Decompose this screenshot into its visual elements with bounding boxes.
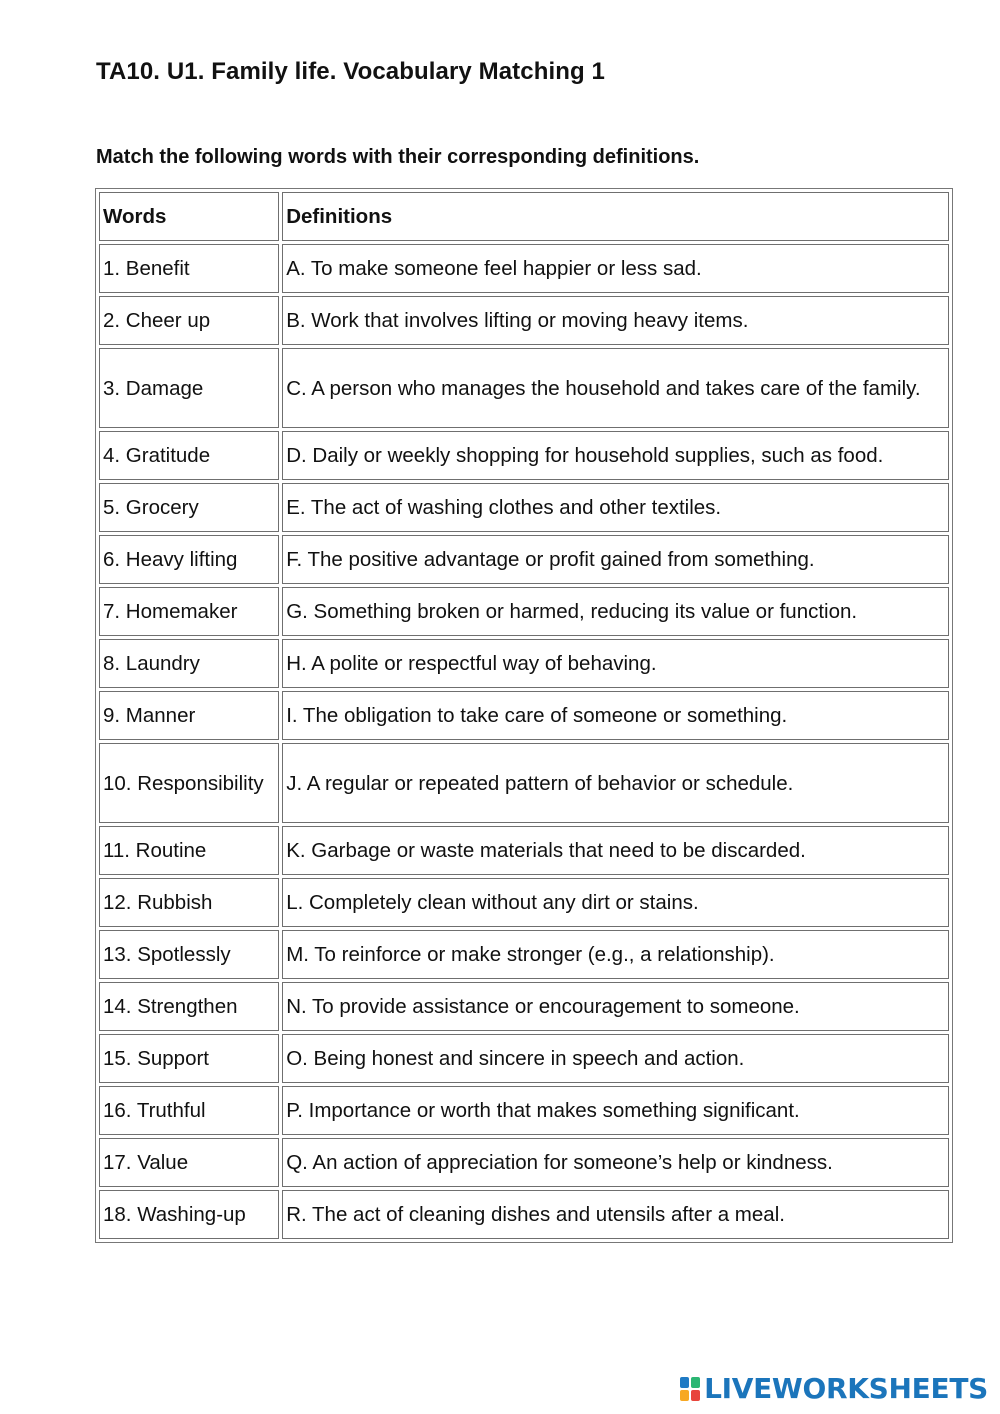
table-row xyxy=(99,1138,949,1187)
definition-cell: O. Being honest and sincere in speech and action. xyxy=(282,1034,949,1083)
definition-cell: D. Daily or weekly shopping for household supplies, such as food. xyxy=(282,431,949,480)
word-cell: 18. Washing-up xyxy=(99,1190,279,1239)
liveworksheets-logo-icon xyxy=(680,1377,700,1401)
definition-cell: C. A person who manages the household and takes care of the family. xyxy=(282,348,949,428)
definition-cell: P. Importance or worth that makes something significant. xyxy=(282,1086,949,1135)
word-cell: 8. Laundry xyxy=(99,639,279,688)
definition-cell: H. A polite or respectful way of behaving. xyxy=(282,639,949,688)
definition-cell: A. To make someone feel happier or less sad. xyxy=(282,244,949,293)
table-row xyxy=(99,878,949,927)
table-row xyxy=(99,348,949,428)
words-column-header: Words xyxy=(99,192,279,241)
word-cell: 10. Responsibility xyxy=(99,743,279,823)
definition-cell: B. Work that involves lifting or moving heavy items. xyxy=(282,296,949,345)
definition-cell: F. The positive advantage or profit gained from something. xyxy=(282,535,949,584)
word-cell: 11. Routine xyxy=(99,826,279,875)
table-row xyxy=(99,982,949,1031)
page-title: TA10. U1. Family life. Vocabulary Matching 1 xyxy=(96,58,605,85)
liveworksheets-logo[interactable] xyxy=(680,1372,988,1405)
table-row xyxy=(99,296,949,345)
definition-cell: I. The obligation to take care of someone or something. xyxy=(282,691,949,740)
table-row xyxy=(99,535,949,584)
table-row xyxy=(99,1034,949,1083)
table-row xyxy=(99,244,949,293)
vocabulary-table xyxy=(95,188,953,1243)
table-row xyxy=(99,639,949,688)
word-cell: 6. Heavy lifting xyxy=(99,535,279,584)
table-header-row xyxy=(99,192,949,241)
table-row xyxy=(99,483,949,532)
word-cell: 14. Strengthen xyxy=(99,982,279,1031)
word-cell: 15. Support xyxy=(99,1034,279,1083)
word-cell: 2. Cheer up xyxy=(99,296,279,345)
word-cell: 13. Spotlessly xyxy=(99,930,279,979)
word-cell: 12. Rubbish xyxy=(99,878,279,927)
table-row xyxy=(99,587,949,636)
definition-cell: L. Completely clean without any dirt or stains. xyxy=(282,878,949,927)
liveworksheets-logo-text: LIVEWORKSHEETS xyxy=(704,1372,988,1405)
definition-cell: G. Something broken or harmed, reducing its value or function. xyxy=(282,587,949,636)
table-row xyxy=(99,431,949,480)
definition-cell: M. To reinforce or make stronger (e.g., a relationship). xyxy=(282,930,949,979)
table-row xyxy=(99,930,949,979)
definition-cell: R. The act of cleaning dishes and utensils after a meal. xyxy=(282,1190,949,1239)
definitions-column-header: Definitions xyxy=(282,192,949,241)
word-cell: 5. Grocery xyxy=(99,483,279,532)
instruction-text: Match the following words with their corresponding definitions. xyxy=(96,146,700,168)
word-cell: 4. Gratitude xyxy=(99,431,279,480)
table-row xyxy=(99,743,949,823)
word-cell: 17. Value xyxy=(99,1138,279,1187)
definition-cell: E. The act of washing clothes and other textiles. xyxy=(282,483,949,532)
table-row xyxy=(99,691,949,740)
table-row xyxy=(99,1190,949,1239)
word-cell: 9. Manner xyxy=(99,691,279,740)
word-cell: 16. Truthful xyxy=(99,1086,279,1135)
word-cell: 7. Homemaker xyxy=(99,587,279,636)
definition-cell: N. To provide assistance or encouragement to someone. xyxy=(282,982,949,1031)
definition-cell: K. Garbage or waste materials that need to be discarded. xyxy=(282,826,949,875)
table-row xyxy=(99,1086,949,1135)
definition-cell: Q. An action of appreciation for someone’s help or kindness. xyxy=(282,1138,949,1187)
word-cell: 3. Damage xyxy=(99,348,279,428)
definition-cell: J. A regular or repeated pattern of behavior or schedule. xyxy=(282,743,949,823)
table-row xyxy=(99,826,949,875)
word-cell: 1. Benefit xyxy=(99,244,279,293)
